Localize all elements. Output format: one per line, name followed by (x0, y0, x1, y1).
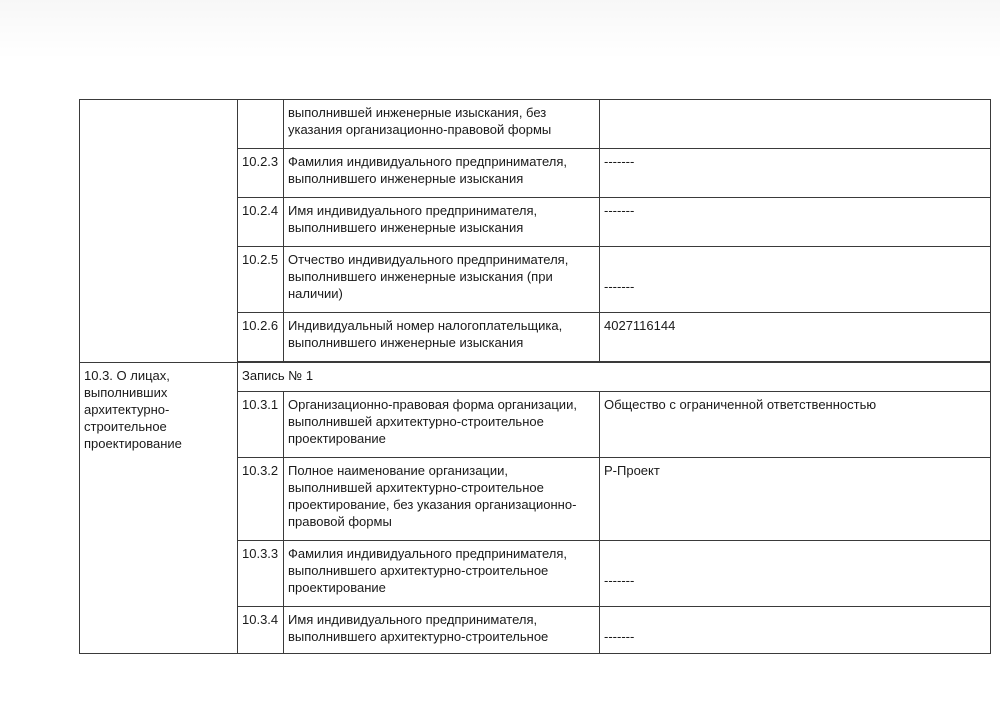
row-number: 10.2.6 (238, 313, 284, 362)
row-value: ------- (600, 247, 991, 313)
row-description: Индивидуальный номер налогоплательщика, выполнившего инженерные изыскания (284, 313, 600, 362)
row-value: ------- (600, 198, 991, 247)
record-label: Запись № 1 (238, 363, 991, 392)
row-value (600, 100, 991, 149)
row-value: Общество с ограниченной ответственностью (600, 392, 991, 458)
row-value: ------- (600, 149, 991, 198)
row-number: 10.3.2 (238, 458, 284, 541)
row-number: 10.3.4 (238, 607, 284, 654)
row-description: Полное наименование организации, выполнившей архитектурно-строительное проектирование, без указания организационно-правовой формы (284, 458, 600, 541)
section-10-2-label-cell (80, 100, 238, 363)
row-description: Имя индивидуального предпринимателя, выполнившего архитектурно-строительное (284, 607, 600, 654)
section-10-3-title: 10.3. О лицах, выполнивших архитектурно-строительное проектирование (80, 363, 238, 654)
row-number: 10.2.4 (238, 198, 284, 247)
row-number: 10.3.1 (238, 392, 284, 458)
row-number: 10.2.5 (238, 247, 284, 313)
document-table (79, 99, 991, 654)
row-description: Отчество индивидуального предпринимателя, выполнившего инженерные изыскания (при наличии) (284, 247, 600, 313)
row-number (238, 100, 284, 149)
row-value: ------- (600, 541, 991, 607)
row-description: Фамилия индивидуального предпринимателя, выполнившего архитектурно-строительное проектирование (284, 541, 600, 607)
row-value: Р-Проект (600, 458, 991, 541)
scan-shade (0, 0, 1000, 60)
row-description: выполнившей инженерные изыскания, без указания организационно-правовой формы (284, 100, 600, 149)
table-row (80, 363, 991, 392)
row-number: 10.3.3 (238, 541, 284, 607)
row-number: 10.2.3 (238, 149, 284, 198)
row-description: Имя индивидуального предпринимателя, выполнившего инженерные изыскания (284, 198, 600, 247)
row-description: Организационно-правовая форма организации, выполнившей архитектурно-строительное проектирование (284, 392, 600, 458)
row-value: ------- (600, 607, 991, 654)
table-row (80, 100, 991, 149)
row-description: Фамилия индивидуального предпринимателя, выполнившего инженерные изыскания (284, 149, 600, 198)
row-value: 4027116144 (600, 313, 991, 362)
